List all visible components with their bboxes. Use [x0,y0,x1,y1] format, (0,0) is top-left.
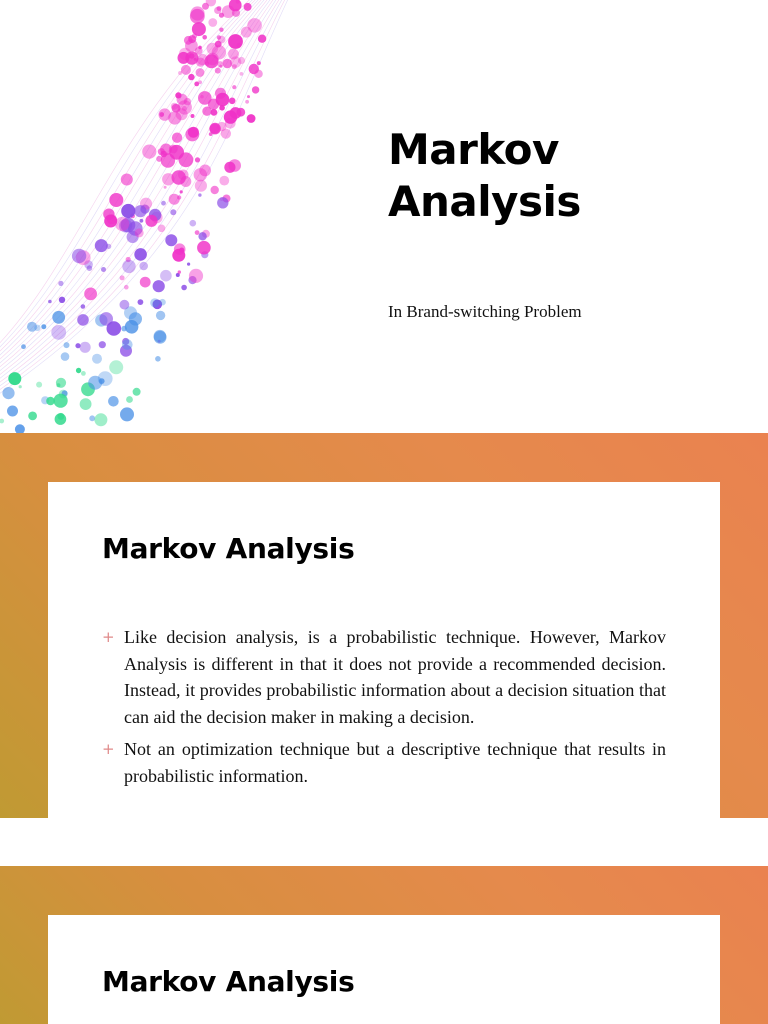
particle-dot [172,104,181,113]
particle-dot [191,114,195,118]
particle-dot [155,356,161,362]
particle-dot [59,297,65,303]
particle-dot [169,194,180,205]
particle-dot [56,383,60,387]
particle-dot [106,244,111,249]
particle-dot [122,339,133,350]
particle-dot [87,265,93,271]
particle-dot [19,385,22,388]
particle-dot [121,204,135,218]
bullet-text: Like decision analysis, is a probabilistic technique. However, Markov Analysis is different in that it does not provide a recommended decision. Instead, it provides probabilistic information about a decision situation that can aid the decision maker in making a decision. [124,627,666,727]
particle-dot [218,36,226,44]
particle-dot [75,343,80,348]
card-title: Markov Analysis [102,532,355,565]
particle-dot [156,156,162,162]
particle-dot [124,285,129,290]
particle-dot [165,234,177,246]
particle-dot [172,170,186,184]
particle-dot [135,228,144,237]
slide-title [388,124,581,228]
particle-dot [189,53,194,58]
particle-dot [159,299,166,306]
particle-dot [249,64,259,74]
particle-dot [121,174,133,186]
particle-dot [187,263,190,266]
particle-dot [94,413,107,426]
particle-dot [140,219,144,223]
particle-dot [122,260,135,273]
particle-dot [55,413,67,425]
particle-dot [15,424,25,433]
particle-dot [27,322,37,332]
content-card [48,482,720,818]
particle-dot [145,215,157,227]
particle-dot [182,106,187,111]
particle-dot [189,269,203,283]
particle-dot [194,168,207,181]
particle-dot [115,217,129,231]
particle-dot [198,193,201,196]
particle-dot [181,285,187,291]
particle-dot [194,82,199,87]
particle-dot [109,360,123,374]
particle-dot [51,325,66,340]
content-slide [0,866,768,1024]
particle-dot [184,98,191,105]
particle-dot [81,371,86,376]
particle-dot [232,85,236,89]
particle-dot [104,215,117,228]
particle-dot [7,406,18,417]
particle-dot [150,298,159,307]
particle-dot [126,396,133,403]
particle-dot [219,176,229,186]
particle-dot [215,68,221,74]
particle-dot [198,232,206,240]
content-card [48,915,720,1024]
particle-dot [208,18,217,27]
particle-dot [168,111,181,124]
particle-dot [142,145,156,159]
content-slide [0,433,768,818]
particle-dot [222,5,235,18]
particle-dot [21,344,26,349]
particle-dot [190,220,197,227]
particle-dot [228,34,243,49]
particle-dot [54,394,68,408]
slide-subtitle: In Brand-switching Problem [388,302,582,321]
particle-dot [223,59,232,68]
particle-dot [120,407,134,421]
bullet-text: Not an optimization technique but a descriptive technique that results in probabilistic information. [124,739,666,786]
particle-dot [217,197,228,208]
particle-dot [125,320,139,334]
particle-wave-decoration [0,0,330,433]
plus-icon: + [102,740,115,758]
particle-dot [197,241,211,255]
particle-dot [84,288,97,301]
particle-dot [181,65,191,75]
particle-dot [8,372,21,385]
bullet-list [102,624,666,795]
particle-dot [196,58,205,67]
particle-dot [240,72,244,76]
plus-icon: + [102,628,115,646]
particle-dot [198,46,202,50]
particle-dot [154,330,167,343]
particle-dot [217,6,222,11]
particle-dot [219,105,225,111]
particle-dot [0,419,4,424]
particle-dot [109,193,123,207]
particle-dot [99,312,113,326]
particle-dot [58,281,63,286]
card-title: Markov Analysis [102,965,355,998]
particle-dot [158,148,165,155]
particle-dot [229,98,236,105]
particle-dot [95,239,108,252]
particle-dot [99,378,105,384]
particle-dot [172,249,185,262]
bullet-item [102,736,666,789]
particle-dot [206,53,219,66]
particle-dot [81,304,86,309]
particle-dot [172,133,182,143]
particle-dot [196,68,205,77]
particle-dot [158,225,166,233]
particle-dot [134,205,146,217]
particle-dot [195,230,200,235]
particle-dot [257,61,261,65]
particle-dot [41,324,46,329]
particle-dot [164,186,167,189]
particle-dot [156,311,165,320]
particle-dot [80,342,91,353]
particle-dot [228,49,239,60]
particle-dot [72,249,86,263]
particle-dot [89,415,95,421]
particle-dot [153,280,165,292]
particle-dot [198,91,212,105]
particle-dot [224,162,235,173]
particle-dot [244,3,252,11]
particle-dot [258,35,266,43]
particle-dot [36,382,42,388]
particle-dot [207,43,219,55]
particle-dot [133,388,141,396]
particle-dot [61,352,70,361]
particle-dot [140,277,151,288]
particle-dot [161,153,175,167]
particle-dot [215,88,226,99]
particle-dot [185,128,199,142]
particle-dot [138,299,144,305]
particle-dot [238,57,245,64]
particle-dot [221,129,231,139]
slide-title-line-2: Analysis [388,177,581,226]
particle-dot [252,86,259,93]
particle-dot [160,270,172,282]
particle-dot [188,74,194,80]
particle-dot [210,124,220,134]
particle-dot [99,341,106,348]
particle-dot [134,248,147,261]
particle-dot [101,267,106,272]
particle-dot [219,28,223,32]
particle-dot [28,412,37,421]
particle-dot [64,342,70,348]
particle-dot [92,354,102,364]
particle-dot [195,157,200,162]
particle-dot [77,314,89,326]
particle-dot [247,95,250,98]
particle-dot [202,35,207,40]
particle-dot [48,300,52,304]
particle-dot [175,92,181,98]
slide-title-line-1: Markov [388,125,559,174]
particle-dot [217,61,223,67]
particle-dot [192,22,206,36]
particle-dot [180,190,183,193]
particle-dot [52,311,65,324]
particle-dot [211,186,219,194]
title-slide [0,0,768,433]
particle-dot [108,396,119,407]
particle-dot [241,27,252,38]
particle-dot [211,109,218,116]
particle-dot [185,39,198,52]
particle-dot [80,398,92,410]
particle-dot [169,145,178,154]
particle-dot [178,270,181,273]
particle-dot [245,100,249,104]
slide-separator [0,818,768,866]
particle-dot [76,368,81,373]
particle-dot [247,114,256,123]
particle-dot [139,262,148,271]
particle-dot [120,275,125,280]
particle-dot [170,209,176,215]
particle-dot [230,107,242,119]
bullet-item [102,624,666,730]
particle-dot [161,201,166,206]
particle-dot [190,9,205,24]
particle-dot [2,387,14,399]
particle-dot [120,300,130,310]
